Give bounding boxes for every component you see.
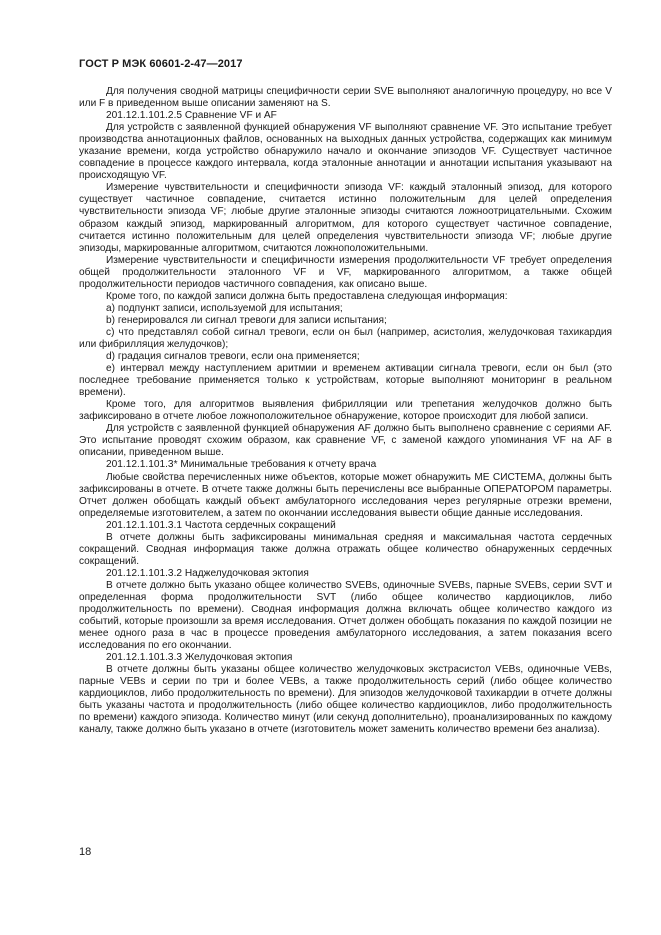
list-item: a) подпункт записи, используемой для испытания; bbox=[106, 302, 343, 314]
section-heading: 201.12.1.101.3.1 Частота сердечных сокращений bbox=[106, 519, 336, 531]
paragraph: В отчете должно быть указано общее количество SVEBs, одиночные SVEBs, парные SVEBs, серии SVT и определенная форма продолжительности SVT (либо общее количество кардиоциклов, либо продолжительность по времени). Сводная информация должна включать общее количество каждого из событий, которые произошли за время исследования. Отчет должен обобщать показания по каждой позиции не менее одного раза в час в процессе проведения амбулаторного исследования, а затем показания всего исследования по его окончании. bbox=[79, 579, 612, 652]
section-heading: 201.12.1.101.3* Минимальные требования к отчету врача bbox=[106, 459, 377, 471]
paragraph: Для получения сводной матрицы специфичности серии SVE выполняют аналогичную процедуру, но все V или F в приведенном выше описании заменяют на S. bbox=[79, 86, 612, 110]
section-heading: 201.12.1.101.3.3 Желудочковая эктопия bbox=[106, 652, 293, 664]
list-item: d) градация сигналов тревоги, если она применяется; bbox=[106, 351, 360, 363]
paragraph: Кроме того, по каждой записи должна быть предоставлена следующая информация: bbox=[106, 290, 508, 302]
paragraph: Измерение чувствительности и специфичности измерения продолжительности VF требует определения общей продолжительности эталонного VF и VF, маркированного алгоритмом, а также общей продолжительности периодов частичного совпадения, как описано выше. bbox=[79, 254, 612, 290]
list-item: e) интервал между наступлением аритмии и временем активации сигнала тревоги, если он был (это последнее требование применяется только к устройствам, которые выполняют мониторинг в реальном времени). bbox=[79, 363, 612, 399]
paragraph: Кроме того, для алгоритмов выявления фибрилляции или трепетания желудочков должно быть зафиксировано в отчете любое ложноположительное обнаружение, которое происходит для любой записи. bbox=[79, 399, 612, 423]
paragraph: Для устройств с заявленной функцией обнаружения AF должно быть выполнено сравнение с сериями AF. Это испытание проводят схожим образом, как сравнение VF, с заменой каждого упоминания VF на AF в описании, приведенном выше. bbox=[79, 423, 612, 459]
page-number: 18 bbox=[79, 846, 92, 858]
section-heading: 201.12.1.101.2.5 Сравнение VF и AF bbox=[106, 110, 277, 122]
paragraph: Для устройств с заявленной функцией обнаружения VF выполняют сравнение VF. Это испытание требует производства аннотационных файлов, основанных на выходных данных устройства, содержащих как минимум указание времени, когда устройство обнаружило начало и окончание эпизодов VF. Существует частичное совпадение в процессе каждого интервала, когда эталонные аннотации и аннотации испытания указывают на происходящую VF. bbox=[79, 122, 612, 182]
document-header: ГОСТ Р МЭК 60601-2-47—2017 bbox=[79, 58, 243, 70]
section-heading: 201.12.1.101.3.2 Наджелудочковая эктопия bbox=[106, 567, 309, 579]
document-body bbox=[79, 86, 612, 737]
paragraph: Измерение чувствительности и специфичности эпизода VF: каждый эталонный эпизод, для которого существует частичное совпадение, считается истинно положительным для целей определения чувствительности эпизода VF; любые другие эталонные эпизоды считаются ложноотрицательными. Схожим образом каждый эпизод, маркированный алгоритмом, для которого существует частичное совпадение, считается истинно положительным для целей определения чувствительности эпизода VF; любые другие эпизоды, маркированные алгоритмом, считаются ложноположительными. bbox=[79, 182, 612, 254]
paragraph: В отчете должны быть указаны общее количество желудочковых экстрасистол VEBs, одиночные VEBs, парные VEBs и серии по три и более VEBs, а также продолжительность серий (либо общее количество кардиоциклов, либо продолжительность по времени). Для эпизодов желудочковой тахикардии в отчете должны быть указаны частота и продолжительность (либо общее количество кардиоциклов, либо продолжительность по времени) каждого эпизода. Количество минут (или секунд дополнительно), проанализированных по каждому каналу, также должно быть указано в отчете (изготовитель может заменить количество времени без анализа). bbox=[79, 664, 612, 736]
list-item: c) что представлял собой сигнал тревоги, если он был (например, асистолия, желудочковая тахикардия или фибрилляция желудочков); bbox=[79, 326, 612, 350]
paragraph: Любые свойства перечисленных ниже объектов, которые может обнаружить МЕ СИСТЕМА, должны быть зафиксированы в отчете. В отчете также должны быть перечислены все выбранные ОПЕРАТОРОМ параметры. Отчет должен обобщать каждый объект амбулаторного исследования через регулярные отрезки времени, определяемые изготовителем, а затем по окончании исследования вывести общие данные исследования. bbox=[79, 471, 612, 519]
paragraph: В отчете должны быть зафиксированы минимальная средняя и максимальная частота сердечных сокращений. Сводная информация также должна отражать общее количество обнаруженных сердечных сокращений. bbox=[79, 531, 612, 567]
list-item: b) генерировался ли сигнал тревоги для записи испытания; bbox=[106, 314, 387, 326]
